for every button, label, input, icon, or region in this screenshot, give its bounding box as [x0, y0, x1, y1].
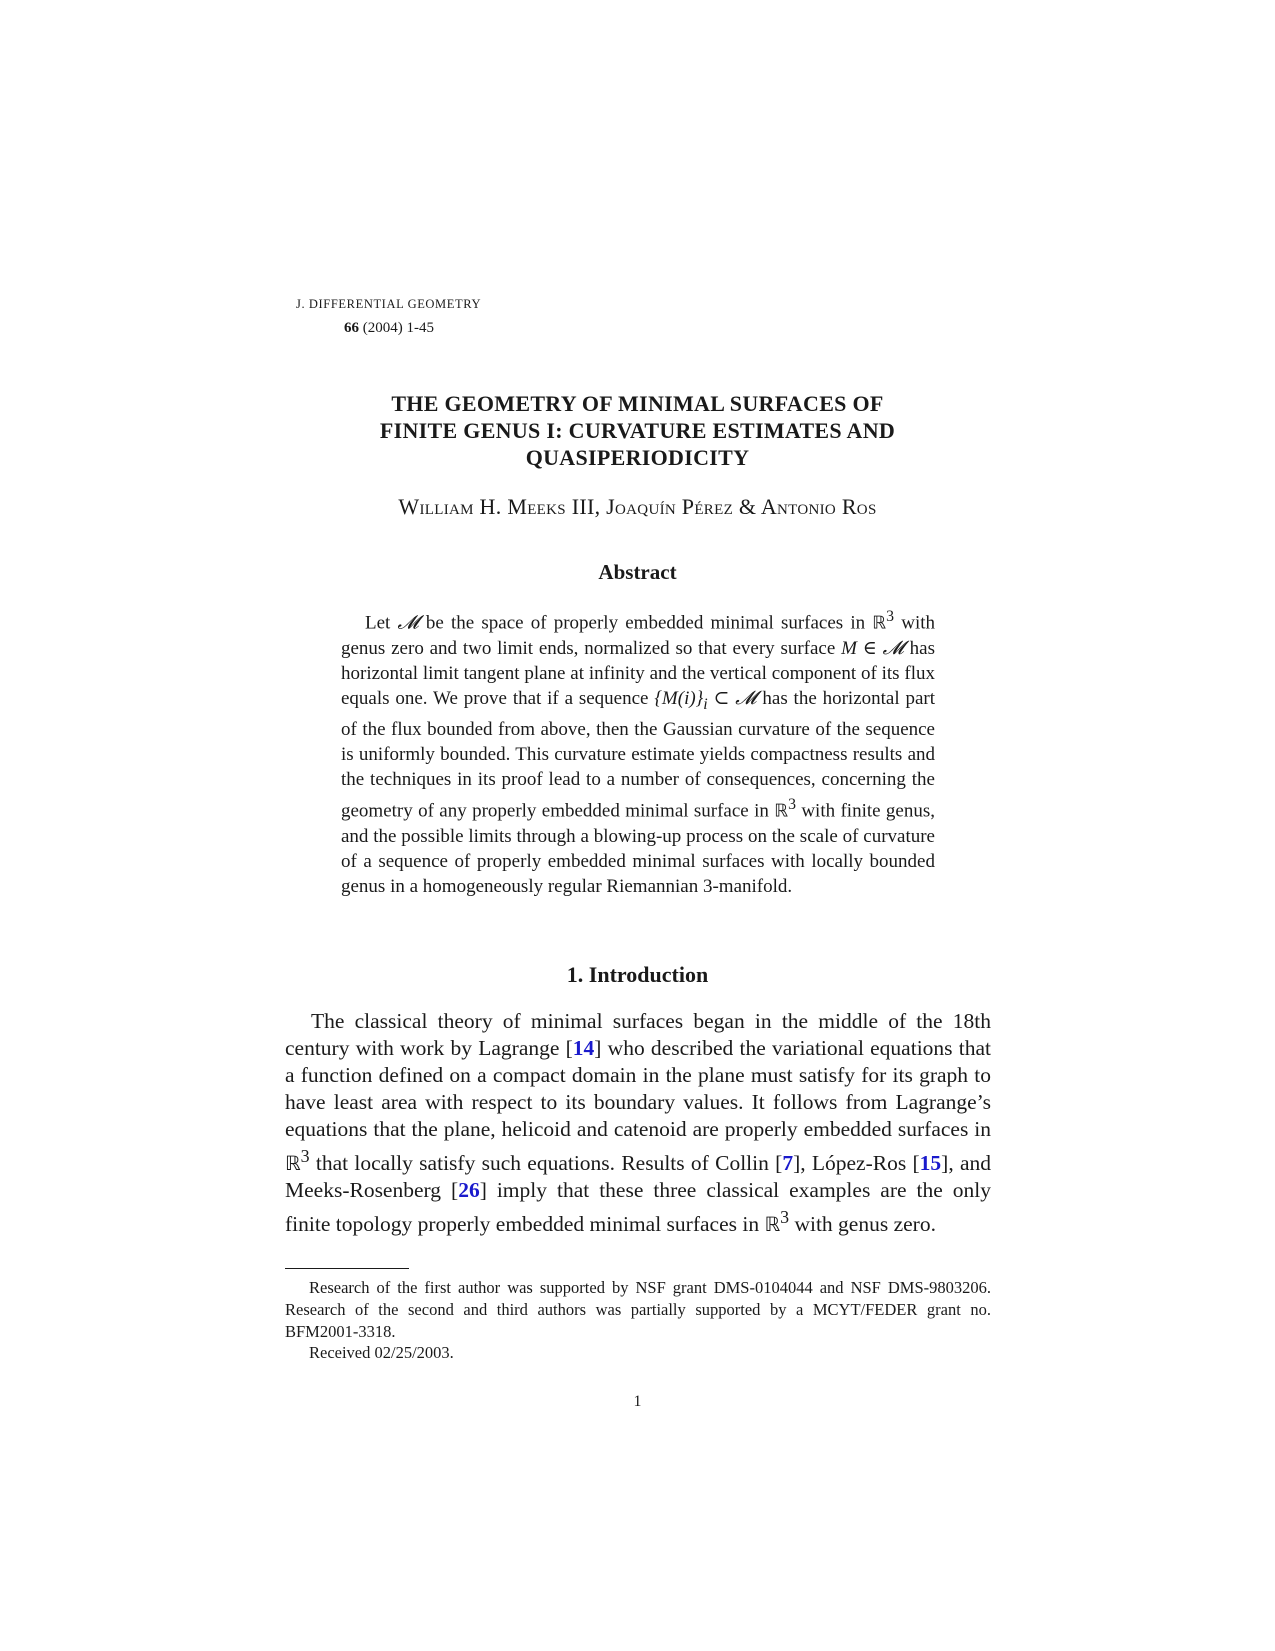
citation-link[interactable]: 26	[458, 1178, 480, 1203]
paper-title-line: QUASIPERIODICITY	[525, 445, 750, 470]
paper-title	[300, 390, 975, 471]
math-symbol: 𝓜	[397, 612, 419, 634]
math-expression: {M(i)}	[654, 688, 704, 710]
math-symbol: ℝ	[764, 1213, 781, 1237]
math-symbol: ℝ	[872, 613, 887, 634]
journal-name: J. DIFFERENTIAL GEOMETRY	[296, 297, 482, 311]
journal-year-pages: (2004) 1-45	[362, 320, 434, 336]
math-expression: M ∈ 𝓜	[841, 638, 904, 660]
introduction-paragraph: The classical theory of minimal surfaces began in the middle of the 18th century with work by Lagrange [14] who described the variational equations that a function defined on a compact domain in the plane must satisfy for its graph to have least area with respect to its boundary values. It follows from Lagrange’s equations that the plane, helicoid and catenoid are properly embedded surfaces in ℝ$^3$ that locally satisfy such equations. Results of Collin [7], López-Ros [15], and Meeks-Rosenberg [26] imply that these three classical examples are the only finite topology properly embedded minimal surfaces in ℝ$^3$ with genus zero.	[285, 1009, 992, 1237]
paper-title-line: THE GEOMETRY OF MINIMAL SURFACES OF	[391, 391, 884, 416]
math-symbol: ℝ	[774, 801, 789, 822]
footnote-rule	[285, 1268, 409, 1269]
abstract-heading: Abstract	[598, 560, 677, 584]
author-list: William H. Meeks III, Joaquín Pérez & Antonio Ros	[398, 494, 877, 519]
citation-link[interactable]: 7	[782, 1151, 794, 1176]
paper-title-line: FINITE GENUS I: CURVATURE ESTIMATES AND	[379, 418, 896, 443]
footnote: Research of the first author was supported by NSF grant DMS-0104044 and NSF DMS-9803206. Research of the second and third authors was partially supported by a MCYT/FEDER grant no. BFM2001-3318.	[285, 1278, 991, 1341]
section-heading: 1. Introduction	[566, 962, 709, 987]
journal-volume: 66	[344, 320, 359, 336]
page-number: 1	[633, 1393, 642, 1410]
citation-link[interactable]: 14	[572, 1036, 595, 1060]
journal-reference	[344, 320, 434, 337]
abstract-text: Let 𝓜 be the space of properly embedded minimal surfaces in ℝ$^3$ with genus zero and two limit ends, normalized so that every surface M ∈ 𝓜 has horizontal limit tangent plane at infinity and the vertical component of its flux equals one. We prove that if a sequence $\{M(i)\}_i$ ⊂ 𝓜 has the horizontal part of the flux bounded from above, then the Gaussian curvature of the sequence is uniformly bounded. This curvature estimate yields compactness results and the techniques in its proof lead to a number of consequences, concerning the geometry of any properly embedded minimal surface in ℝ$^3$ with finite genus, and the possible limits through a blowing-up process on the scale of curvature of a sequence of properly embedded minimal surfaces with locally bounded genus in a homogeneously regular Riemannian 3-manifold.	[341, 608, 936, 898]
citation-link[interactable]: 15	[919, 1151, 942, 1176]
math-symbol: ℝ	[285, 1152, 301, 1176]
received-date: Received 02/25/2003.	[309, 1343, 454, 1362]
